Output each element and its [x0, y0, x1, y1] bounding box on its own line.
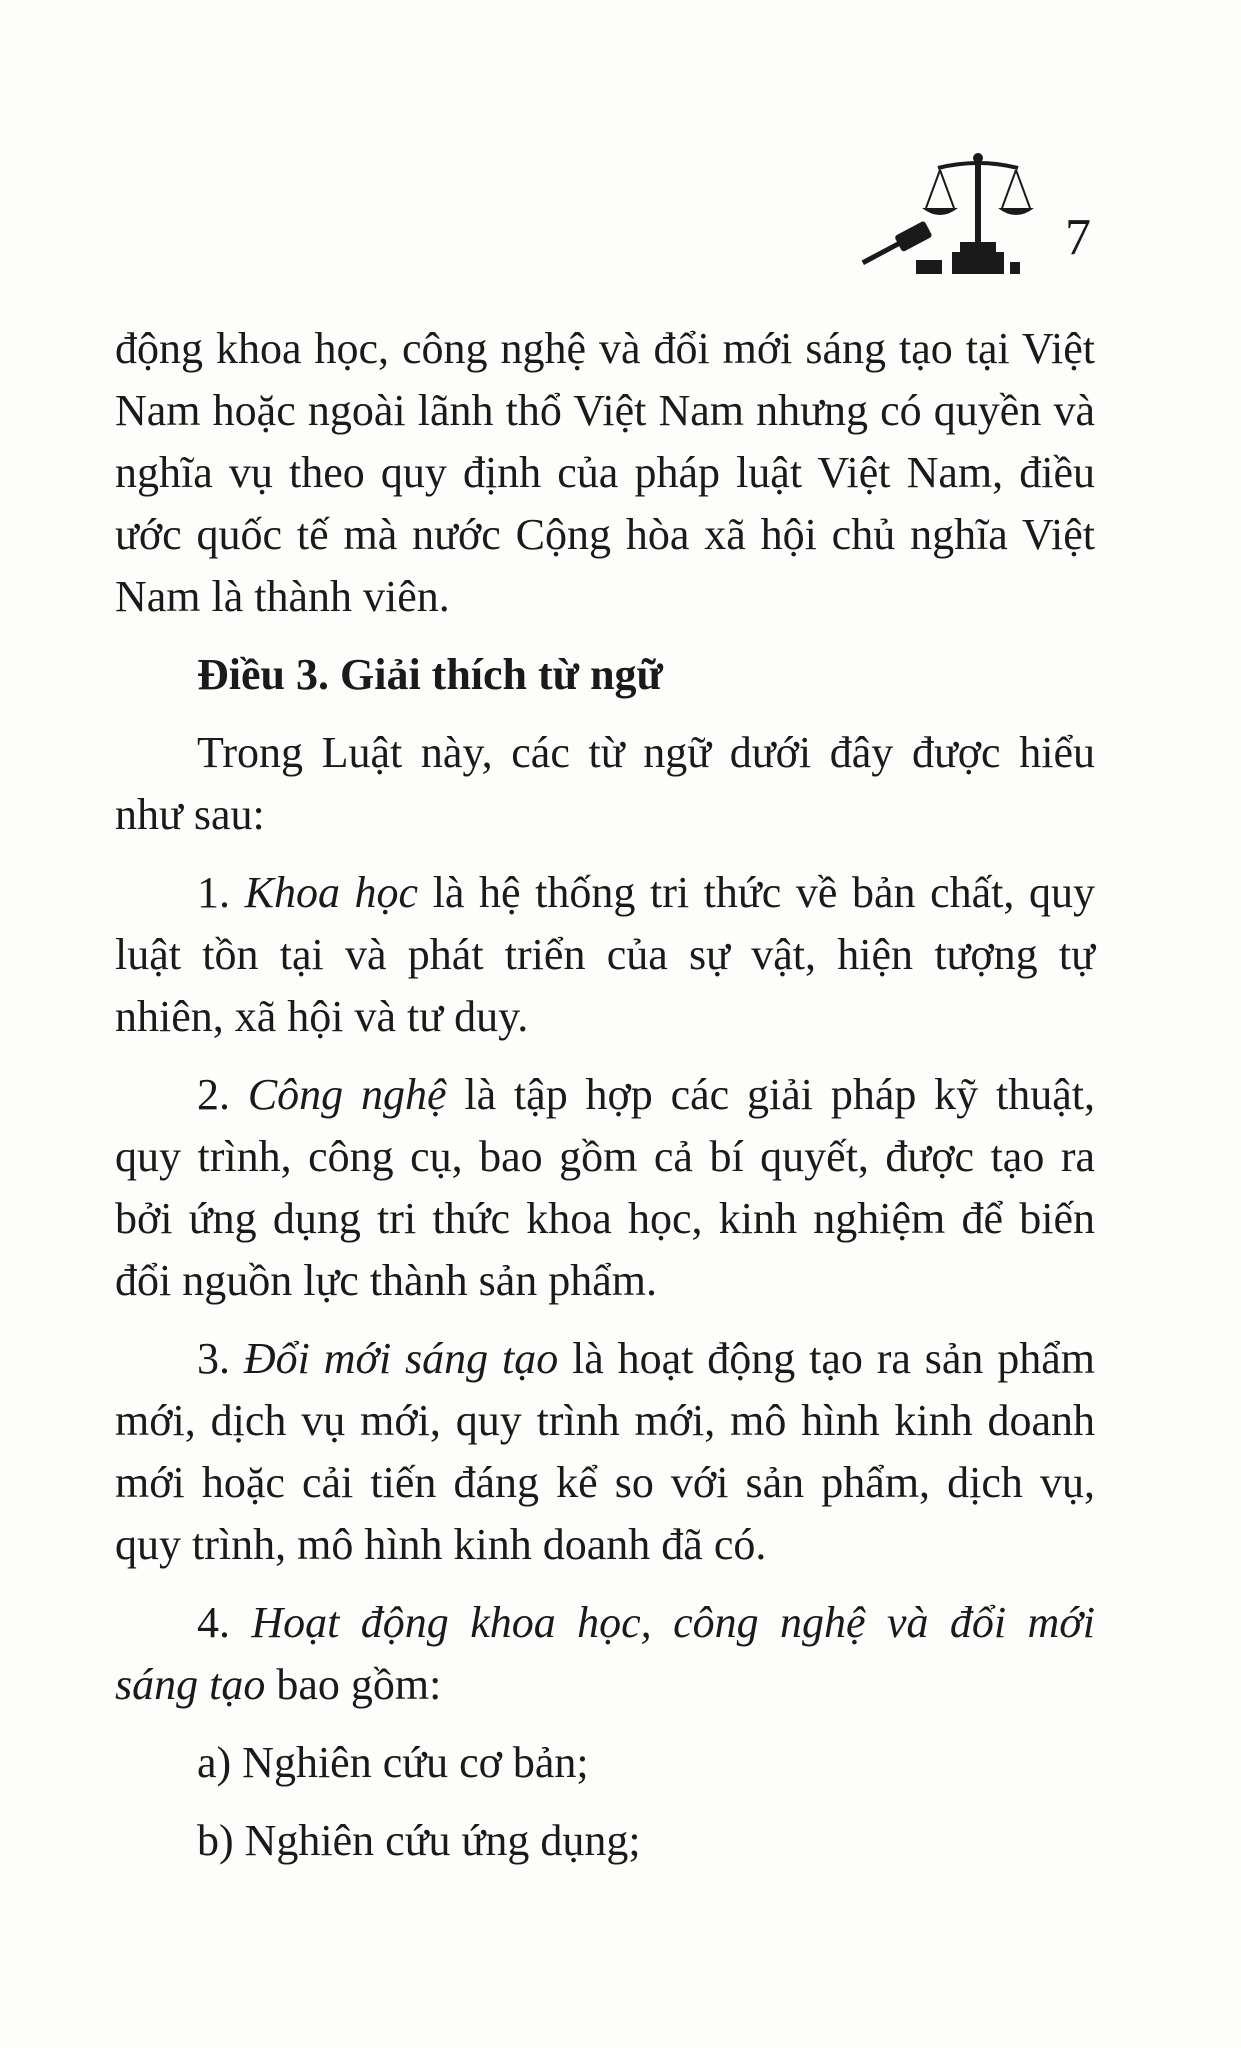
sub-item: b) Nghiên cứu ứng dụng; — [197, 1816, 641, 1865]
defined-term: Công nghệ — [247, 1070, 447, 1119]
item-definition: là hoạt động tạo ra sản phẩm mới, dịch vụ mới, quy trình mới, mô hình kinh doanh mới hoặc cải tiến đáng kể so với sản phẩm, dịch vụ, quy trình, mô hình kinh doanh đã có. — [115, 1334, 1096, 1569]
item-definition: bao gồm: — [265, 1660, 442, 1709]
sub-item: a) Nghiên cứu cơ bản; — [197, 1738, 589, 1787]
item-number: 1. — [197, 868, 245, 917]
intro-paragraph: động khoa học, công nghệ và đổi mới sáng tạo tại Việt Nam hoặc ngoài lãnh thổ Việt Nam nhưng có quyền và nghĩa vụ theo quy định của pháp luật Việt Nam, điều ước quốc tế mà nước Cộng hòa xã hội chủ nghĩa Việt Nam là thành viên. — [115, 324, 1095, 621]
item-definition: là tập hợp các giải pháp kỹ thuật, quy trình, công cụ, bao gồm cả bí quyết, được tạo ra bởi ứng dụng tri thức khoa học, kinh nghiệm để biến đổi nguồn lực thành sản phẩm. — [115, 1070, 1095, 1305]
defined-term: Khoa học — [244, 868, 419, 917]
item-number: 4. — [197, 1598, 252, 1647]
item-number: 2. — [197, 1070, 248, 1119]
definition-item — [115, 1328, 1095, 1576]
scales-of-justice-gavel-icon — [860, 150, 1040, 280]
item-definition: là hệ thống tri thức về bản chất, quy luật tồn tại và phát triển của sự vật, hiện tượng tự nhiên, xã hội và tư duy. — [115, 868, 1096, 1041]
definition-item — [115, 1592, 1095, 1716]
document-body — [115, 318, 1095, 1872]
definition-item — [115, 1064, 1095, 1312]
article-heading: Điều 3. Giải thích từ ngữ — [197, 650, 663, 699]
article-intro: Trong Luật này, các từ ngữ dưới đây được hiểu như sau: — [115, 728, 1095, 839]
item-number: 3. — [197, 1334, 244, 1383]
page-header — [860, 150, 1100, 280]
page-number: 7 — [1065, 209, 1091, 266]
defined-term: Đổi mới sáng tạo — [243, 1334, 559, 1383]
definition-item — [115, 862, 1095, 1048]
defined-term: Hoạt động khoa học, công nghệ và đổi mới sáng tạo — [115, 1598, 1095, 1709]
